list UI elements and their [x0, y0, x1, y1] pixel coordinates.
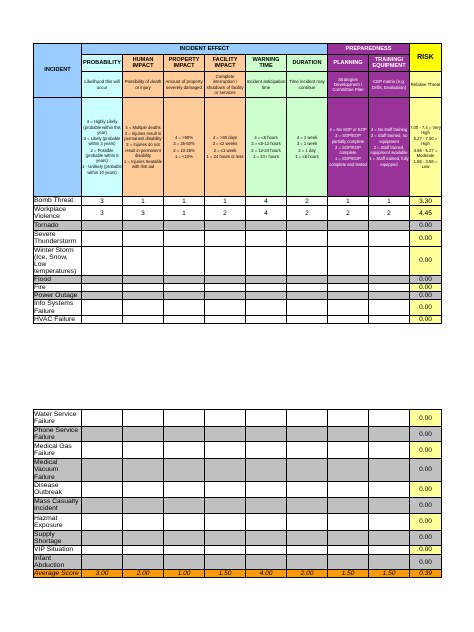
facility-impact-score-cell[interactable]	[205, 315, 246, 323]
property-impact-score-cell[interactable]	[164, 513, 205, 530]
average-score-row	[34, 570, 442, 578]
duration-score-cell[interactable]	[287, 545, 328, 554]
warning-time-score-cell[interactable]	[246, 221, 287, 231]
risk-score-cell: 0.00	[410, 442, 442, 459]
hva-table-continued	[33, 409, 442, 578]
duration-score-cell[interactable]: 2	[287, 197, 328, 206]
risk-score-cell: 0.00	[410, 410, 442, 427]
incident-row-mass-casualty-incident	[34, 497, 442, 513]
training-legend: 4 = No staff training 3 = Staff trained, no equipment 2 = Staff trained, equipment available 1 = Staff trained, fully equipped	[369, 98, 410, 197]
incident-name: Disease Outbreak	[34, 481, 82, 497]
incident-row-bomb-threat	[34, 197, 442, 206]
planning-score-cell[interactable]: 1	[328, 197, 369, 206]
incident-row-medical-gas-failure	[34, 442, 442, 459]
risk-score-cell: 0.00	[410, 513, 442, 530]
duration-score-cell[interactable]	[287, 497, 328, 513]
property-impact-header: PROPERTY IMPACT	[164, 55, 205, 72]
training-score-cell[interactable]	[369, 545, 410, 554]
risk-score-cell: 0.00	[410, 459, 442, 481]
incident-name: Info Systems Failure	[34, 300, 82, 315]
planning-score-cell[interactable]	[328, 246, 369, 276]
facility-impact-score-cell[interactable]	[205, 427, 246, 442]
property-impact-score-cell[interactable]	[164, 442, 205, 459]
planning-score-cell[interactable]	[328, 442, 369, 459]
duration-score-cell[interactable]	[287, 221, 328, 231]
planning-score-cell[interactable]	[328, 284, 369, 292]
duration-score-cell[interactable]	[287, 530, 328, 545]
probability-score-cell[interactable]	[82, 459, 123, 481]
incident-name: Flood	[34, 276, 82, 284]
incident-row-infant-abduction	[34, 554, 442, 569]
training-average: 1.50	[369, 570, 410, 578]
risk-header: RISK	[410, 44, 442, 72]
duration-score-cell[interactable]	[287, 300, 328, 315]
legend-blank	[34, 98, 82, 197]
warning-time-score-cell[interactable]	[246, 300, 287, 315]
legend-row	[34, 98, 442, 197]
facility-impact-score-cell[interactable]	[205, 530, 246, 545]
incident-row-phone-service-failure	[34, 427, 442, 442]
human-impact-average: 2.00	[123, 570, 164, 578]
hva-table-main	[33, 43, 442, 324]
warning-time-score-cell[interactable]	[246, 513, 287, 530]
training-score-cell[interactable]	[369, 459, 410, 481]
property-impact-average: 1.00	[164, 570, 205, 578]
human-impact-score-cell[interactable]	[123, 545, 164, 554]
warning-time-score-cell[interactable]	[246, 427, 287, 442]
incident-effect-header: INCIDENT EFFECT	[82, 44, 328, 55]
risk-score-cell: 0.00	[410, 554, 442, 569]
property-impact-score-cell[interactable]	[164, 554, 205, 569]
property-impact-score-cell[interactable]	[164, 300, 205, 315]
incident-name: Medical Gas Failure	[34, 442, 82, 459]
probability-score-cell[interactable]	[82, 554, 123, 569]
incident-name: Hazmat Exposure	[34, 513, 82, 530]
training-score-cell[interactable]	[369, 246, 410, 276]
facility-impact-score-cell[interactable]	[205, 554, 246, 569]
incident-name: Infant Abduction	[34, 554, 82, 569]
planning-desc: Strategies Development / Committee Plan	[328, 72, 369, 98]
training-score-cell[interactable]	[369, 481, 410, 497]
facility-desc: Complete interruption / shutdown of facility or services	[205, 72, 246, 98]
facility-impact-score-cell[interactable]	[205, 459, 246, 481]
planning-score-cell[interactable]	[328, 410, 369, 427]
property-impact-score-cell[interactable]: 1	[164, 197, 205, 206]
facility-impact-score-cell[interactable]: 1	[205, 197, 246, 206]
probability-score-cell[interactable]	[82, 497, 123, 513]
human-impact-score-cell[interactable]	[123, 284, 164, 292]
warning-time-score-cell[interactable]	[246, 442, 287, 459]
warning-time-score-cell[interactable]: 4	[246, 206, 287, 221]
property-impact-score-cell[interactable]	[164, 284, 205, 292]
risk-average: 0.39	[410, 570, 442, 578]
human-impact-score-cell[interactable]	[123, 459, 164, 481]
warning-time-score-cell[interactable]	[246, 231, 287, 246]
probability-score-cell[interactable]: 3	[82, 197, 123, 206]
warning-desc: Incident anticipation time	[246, 72, 287, 98]
training-score-cell[interactable]: 1	[369, 197, 410, 206]
facility-impact-score-cell[interactable]: 2	[205, 206, 246, 221]
incident-name: Phone Service Failure	[34, 427, 82, 442]
planning-score-cell[interactable]	[328, 221, 369, 231]
duration-score-cell[interactable]	[287, 410, 328, 427]
warning-time-score-cell[interactable]	[246, 284, 287, 292]
training-score-cell[interactable]	[369, 410, 410, 427]
human-impact-score-cell[interactable]: 3	[123, 206, 164, 221]
planning-score-cell[interactable]	[328, 231, 369, 246]
planning-header: PLANNING	[328, 55, 369, 72]
human-impact-score-cell[interactable]	[123, 410, 164, 427]
property-impact-score-cell[interactable]	[164, 497, 205, 513]
incident-row-supply-shortage	[34, 530, 442, 545]
incident-row-flood	[34, 276, 442, 284]
probability-score-cell[interactable]	[82, 231, 123, 246]
incident-row-power-outage	[34, 292, 442, 300]
incident-name: Water Service Failure	[34, 410, 82, 427]
warning-time-score-cell[interactable]	[246, 315, 287, 323]
probability-score-cell[interactable]	[82, 442, 123, 459]
planning-score-cell[interactable]	[328, 300, 369, 315]
property-impact-score-cell[interactable]	[164, 315, 205, 323]
risk-score-cell: 0.00	[410, 292, 442, 300]
human-impact-score-cell[interactable]	[123, 481, 164, 497]
property-impact-score-cell[interactable]	[164, 530, 205, 545]
property-impact-score-cell[interactable]	[164, 221, 205, 231]
incident-name: HVAC Failure	[34, 315, 82, 323]
duration-score-cell[interactable]	[287, 459, 328, 481]
property-impact-score-cell[interactable]	[164, 481, 205, 497]
duration-score-cell[interactable]	[287, 554, 328, 569]
property-legend: 4 = >50% 3 = 25-50% 2 = 10-25% 1 = <10%	[164, 98, 205, 197]
facility-impact-score-cell[interactable]	[205, 481, 246, 497]
incident-row-hazmat-exposure	[34, 513, 442, 530]
training-score-cell[interactable]: 2	[369, 206, 410, 221]
incident-name: Fire	[34, 284, 82, 292]
risk-score-cell: 4.45	[410, 206, 442, 221]
planning-score-cell[interactable]: 2	[328, 206, 369, 221]
training-score-cell[interactable]	[369, 231, 410, 246]
human-impact-score-cell[interactable]	[123, 221, 164, 231]
property-impact-score-cell[interactable]: 1	[164, 206, 205, 221]
human-impact-score-cell[interactable]	[123, 427, 164, 442]
probability-header: PROBABILITY	[82, 55, 123, 72]
planning-score-cell[interactable]	[328, 530, 369, 545]
incident-name: Mass Casualty Incident	[34, 497, 82, 513]
property-impact-score-cell[interactable]	[164, 459, 205, 481]
planning-score-cell[interactable]	[328, 276, 369, 284]
warning-time-score-cell[interactable]	[246, 292, 287, 300]
training-desc: CEP matrix (e.g. Drills, Evaluation)	[369, 72, 410, 98]
risk-score-cell: 0.00	[410, 497, 442, 513]
planning-score-cell[interactable]	[328, 513, 369, 530]
duration-legend: 4 = 1 week 3 = 1 week 2 = 1 day 1 = ≤8 hours	[287, 98, 328, 197]
planning-score-cell[interactable]	[328, 292, 369, 300]
facility-impact-score-cell[interactable]	[205, 442, 246, 459]
duration-score-cell[interactable]	[287, 513, 328, 530]
incident-row-fire	[34, 284, 442, 292]
facility-impact-score-cell[interactable]	[205, 221, 246, 231]
incident-name: Bomb Threat	[34, 197, 82, 206]
training-score-cell[interactable]	[369, 276, 410, 284]
risk-score-cell: 0.00	[410, 427, 442, 442]
property-impact-score-cell[interactable]	[164, 410, 205, 427]
warning-time-header: WARNING TIME	[246, 55, 287, 72]
probability-score-cell[interactable]	[82, 276, 123, 284]
risk-score-cell: 0.00	[410, 231, 442, 246]
duration-score-cell[interactable]	[287, 315, 328, 323]
risk-score-cell: 0.00	[410, 481, 442, 497]
duration-score-cell[interactable]	[287, 284, 328, 292]
duration-score-cell[interactable]	[287, 481, 328, 497]
property-impact-score-cell[interactable]	[164, 276, 205, 284]
duration-score-cell[interactable]	[287, 442, 328, 459]
risk-desc: Relative Threat	[410, 72, 442, 98]
facility-impact-score-cell[interactable]	[205, 497, 246, 513]
training-score-cell[interactable]	[369, 497, 410, 513]
planning-legend: 4 = No SOP or EOP 3 = SOP/EOP partially complete 2 = SOP/EOP complete 1 = SOP/EOP complete and tested	[328, 98, 369, 197]
incident-name: Severe Thunderstorm	[34, 231, 82, 246]
risk-legend: 7.00 - 7.4 = Very High 5.27 - 7.00 = High 3.56 - 5.27 = Moderate 1.85 - 3.56 = Low	[410, 98, 442, 197]
training-score-cell[interactable]	[369, 554, 410, 569]
planning-average: 1.50	[328, 570, 369, 578]
incident-row-hvac-failure	[34, 315, 442, 323]
probability-score-cell[interactable]	[82, 292, 123, 300]
incident-name: Tornado	[34, 221, 82, 231]
duration-average: 2.00	[287, 570, 328, 578]
duration-desc: Time incident may continue	[287, 72, 328, 98]
human-impact-score-cell[interactable]	[123, 276, 164, 284]
facility-impact-score-cell[interactable]	[205, 276, 246, 284]
duration-score-cell[interactable]	[287, 427, 328, 442]
risk-score-cell: 0.00	[410, 246, 442, 276]
warning-time-average: 4.00	[246, 570, 287, 578]
planning-score-cell[interactable]	[328, 497, 369, 513]
duration-score-cell[interactable]	[287, 276, 328, 284]
training-score-cell[interactable]	[369, 530, 410, 545]
probability-score-cell[interactable]	[82, 513, 123, 530]
probability-score-cell[interactable]	[82, 545, 123, 554]
training-score-cell[interactable]	[369, 442, 410, 459]
probability-score-cell[interactable]	[82, 246, 123, 276]
facility-impact-header: FACILITY IMPACT	[205, 55, 246, 72]
facility-impact-score-cell[interactable]	[205, 231, 246, 246]
incident-row-water-service-failure	[34, 410, 442, 427]
human-legend: 4 = Multiple deaths 3 = Injuries result in permanent disability 2 = Injuries do not result in permanent disability 1 = Injuries treatable with first aid	[123, 98, 164, 197]
risk-score-cell: 0.00	[410, 276, 442, 284]
planning-score-cell[interactable]	[328, 459, 369, 481]
human-impact-score-cell[interactable]	[123, 497, 164, 513]
facility-impact-score-cell[interactable]	[205, 300, 246, 315]
probability-score-cell[interactable]: 3	[82, 206, 123, 221]
incident-name: Workplace Violence	[34, 206, 82, 221]
human-impact-score-cell[interactable]	[123, 554, 164, 569]
human-impact-score-cell[interactable]	[123, 292, 164, 300]
risk-score-cell: 0.00	[410, 530, 442, 545]
human-impact-score-cell[interactable]	[123, 442, 164, 459]
facility-impact-score-cell[interactable]	[205, 246, 246, 276]
risk-score-cell: 0.00	[410, 300, 442, 315]
risk-score-cell: 0.00	[410, 221, 442, 231]
incident-row-medical-vacuum-failure	[34, 459, 442, 481]
warning-time-score-cell[interactable]: 4	[246, 197, 287, 206]
facility-impact-score-cell[interactable]	[205, 284, 246, 292]
risk-score-cell: 0.00	[410, 545, 442, 554]
probability-score-cell[interactable]	[82, 315, 123, 323]
probability-score-cell[interactable]	[82, 410, 123, 427]
risk-score-cell: 0.00	[410, 284, 442, 292]
facility-impact-score-cell[interactable]	[205, 513, 246, 530]
incident-row-tornado	[34, 221, 442, 231]
incident-row-disease-outbreak	[34, 481, 442, 497]
training-score-cell[interactable]	[369, 315, 410, 323]
incident-row-winter-storm-ice-snow-low-temperatures	[34, 246, 442, 276]
human-impact-score-cell[interactable]: 1	[123, 197, 164, 206]
duration-score-cell[interactable]	[287, 231, 328, 246]
training-score-cell[interactable]	[369, 221, 410, 231]
probability-score-cell[interactable]	[82, 530, 123, 545]
incident-name: Supply Shortage	[34, 530, 82, 545]
human-impact-score-cell[interactable]	[123, 300, 164, 315]
incident-row-vip-situation	[34, 545, 442, 554]
property-impact-score-cell[interactable]	[164, 246, 205, 276]
property-desc: Amount of property severely damaged	[164, 72, 205, 98]
human-impact-score-cell[interactable]	[123, 530, 164, 545]
training-score-cell[interactable]	[369, 513, 410, 530]
training-header: TRAINING/ EQUIPMENT	[369, 55, 410, 72]
property-impact-score-cell[interactable]	[164, 292, 205, 300]
incident-name: Winter Storm (Ice, Snow, Low temperatures)	[34, 246, 82, 276]
planning-score-cell[interactable]	[328, 554, 369, 569]
warning-time-score-cell[interactable]	[246, 545, 287, 554]
warning-time-score-cell[interactable]	[246, 554, 287, 569]
duration-score-cell[interactable]	[287, 246, 328, 276]
human-desc: Possibility of death or injury	[123, 72, 164, 98]
incident-name: VIP Situation	[34, 545, 82, 554]
planning-score-cell[interactable]	[328, 545, 369, 554]
training-score-cell[interactable]	[369, 427, 410, 442]
facility-impact-score-cell[interactable]	[205, 410, 246, 427]
incident-row-info-systems-failure	[34, 300, 442, 315]
warning-time-score-cell[interactable]	[246, 530, 287, 545]
probability-score-cell[interactable]	[82, 284, 123, 292]
training-score-cell[interactable]	[369, 300, 410, 315]
warning-time-score-cell[interactable]	[246, 459, 287, 481]
human-impact-score-cell[interactable]	[123, 513, 164, 530]
planning-score-cell[interactable]	[328, 427, 369, 442]
warning-time-score-cell[interactable]	[246, 276, 287, 284]
probability-score-cell[interactable]	[82, 481, 123, 497]
human-impact-header: HUMAN IMPACT	[123, 55, 164, 72]
incident-row-severe-thunderstorm	[34, 231, 442, 246]
property-impact-score-cell[interactable]	[164, 231, 205, 246]
training-score-cell[interactable]	[369, 292, 410, 300]
probability-desc: Likelihood this will occur	[82, 72, 123, 98]
incident-name: Medical Vacuum Failure	[34, 459, 82, 481]
risk-score-cell: 0.00	[410, 315, 442, 323]
probability-score-cell[interactable]	[82, 221, 123, 231]
warning-legend: 4 = ≤6 hours 3 = ≤6-12 hours 2 = 12-24 hours 1 = 24+ hours	[246, 98, 287, 197]
facility-legend: 4 = >30 days 3 = ≤2 weeks 2 = ≤1 week 1 = 24 hours or less	[205, 98, 246, 197]
facility-impact-score-cell[interactable]	[205, 545, 246, 554]
warning-time-score-cell[interactable]	[246, 497, 287, 513]
facility-impact-score-cell[interactable]	[205, 292, 246, 300]
incident-header: INCIDENT	[34, 44, 82, 98]
planning-score-cell[interactable]	[328, 481, 369, 497]
warning-time-score-cell[interactable]	[246, 481, 287, 497]
duration-score-cell[interactable]: 2	[287, 206, 328, 221]
planning-score-cell[interactable]	[328, 315, 369, 323]
property-impact-score-cell[interactable]	[164, 427, 205, 442]
facility-impact-average: 1.50	[205, 570, 246, 578]
probability-legend: 4 = Highly Likely (probable within this year) 3 = Likely (probable within 3 years) 2 = Possible (probable within 5 years) 1 - Unlikely (probable within 10 years)	[82, 98, 123, 197]
probability-average: 3.00	[82, 570, 123, 578]
property-impact-score-cell[interactable]	[164, 545, 205, 554]
duration-header: DURATION	[287, 55, 328, 72]
incident-name: Power Outage	[34, 292, 82, 300]
incident-row-workplace-violence	[34, 206, 442, 221]
warning-time-score-cell[interactable]	[246, 410, 287, 427]
probability-score-cell[interactable]	[82, 300, 123, 315]
human-impact-score-cell[interactable]	[123, 246, 164, 276]
preparedness-header: PREPAREDNESS	[328, 44, 410, 55]
warning-time-score-cell[interactable]	[246, 246, 287, 276]
probability-score-cell[interactable]	[82, 427, 123, 442]
human-impact-score-cell[interactable]	[123, 231, 164, 246]
training-score-cell[interactable]	[369, 284, 410, 292]
average-score-label: Average Score	[34, 570, 82, 578]
human-impact-score-cell[interactable]	[123, 315, 164, 323]
duration-score-cell[interactable]	[287, 292, 328, 300]
risk-score-cell: 3.30	[410, 197, 442, 206]
